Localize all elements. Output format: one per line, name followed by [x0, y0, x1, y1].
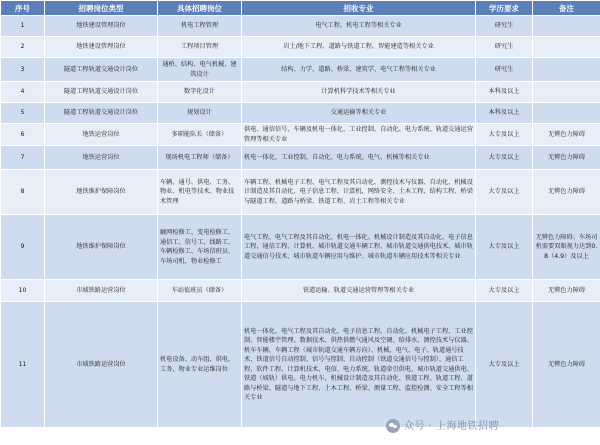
row-note — [533, 58, 600, 82]
row-type: 隧道工程轨道交通设计岗位 — [45, 103, 158, 124]
table-row — [1, 16, 600, 37]
row-note: 无辨色力障碍 — [533, 302, 600, 428]
header-type: 招聘岗位类型 — [45, 1, 158, 16]
row-major: 供电、通信信号、车辆及机电一体化、工业控制、自动化、电力系统、轨道交通运营管理等相关专业 — [242, 124, 476, 146]
row-edu: 大专及以上 — [476, 215, 533, 280]
header-note: 备注 — [533, 1, 600, 16]
row-edu: 本科及以上 — [476, 103, 533, 124]
row-no: 3 — [1, 58, 45, 82]
row-major: 交通运输等相关专业 — [242, 103, 476, 124]
row-note: 无辨色力障碍 — [533, 280, 600, 302]
row-no: 1 — [1, 16, 45, 37]
header-post: 具体招聘岗位 — [158, 1, 242, 16]
table-row — [1, 170, 600, 215]
row-note — [533, 103, 600, 124]
row-type: 地铁维护保障岗位 — [45, 170, 158, 215]
table-row — [1, 103, 600, 124]
row-post: 规划设计 — [158, 103, 242, 124]
row-major: 结构、力学、道路、桥梁、建筑学、电气工程等相关专业 — [242, 58, 476, 82]
row-type: 市域铁路运营岗位 — [45, 280, 158, 302]
row-no: 8 — [1, 170, 45, 215]
row-edu: 大专及以上 — [476, 124, 533, 146]
row-post: 车站值班员（储备） — [158, 280, 242, 302]
row-no: 7 — [1, 146, 45, 170]
table-row — [1, 302, 600, 428]
wechat-icon — [386, 419, 400, 433]
table-row — [1, 280, 600, 302]
table-header-row — [1, 1, 600, 16]
row-major: 机电一体化、工业控制、自动化、电力系统、电气、机械等相关专业 — [242, 146, 476, 170]
row-no: 9 — [1, 215, 45, 280]
header-no: 序号 — [1, 1, 45, 16]
row-post: 机电设备、动车组、供电、工务、物业专业运维岗位 — [158, 302, 242, 428]
row-note: 无辨色力障碍 — [533, 124, 600, 146]
row-edu: 研究生 — [476, 58, 533, 82]
row-no: 5 — [1, 103, 45, 124]
row-no: 4 — [1, 82, 45, 103]
row-major: 车辆工程、机械电子工程、电气工程及其自动化、测控技术与仪器、自动化、机械设计制造及其自动化、电子信息工程、计算机、网络安全、土木工程、结构工程、桥梁与隧道工程、道路与桥梁、铁道工程、岩土工程等相关专业 — [242, 170, 476, 215]
row-major: 电气工程、机电工程等相关专业 — [242, 16, 476, 37]
row-post: 车辆、通号、供电、工务、物业、机电等技术、物业技术管理 — [158, 170, 242, 215]
row-note — [533, 82, 600, 103]
table-row — [1, 37, 600, 58]
row-major: 电气工程、电气工程及其自动化、机电一体化、机械设计制造及其自动化、电子信息工程、通信工程、计算机、城市轨道交通车辆工程、城市轨道交通供电技术、城市轨道交通信号技术、城市轨道车辆应用与维护、城市轨道车辆应用技术等相关专业 — [242, 215, 476, 280]
row-no: 10 — [1, 280, 45, 302]
row-type: 地铁运营岗位 — [45, 124, 158, 146]
row-edu: 研究生 — [476, 16, 533, 37]
row-note: 无辨色力障碍 — [533, 170, 600, 215]
watermark-text: 众号 · 上海地铁招聘 — [404, 421, 500, 432]
header-major: 招收专业 — [242, 1, 476, 16]
row-type: 地铁运营岗位 — [45, 146, 158, 170]
row-post: 现场机电工程师（储备） — [158, 146, 242, 170]
watermark — [386, 417, 499, 433]
row-note — [533, 16, 600, 37]
row-edu: 大专及以上 — [476, 146, 533, 170]
row-type: 地铁维护保障岗位 — [45, 215, 158, 280]
row-type: 地铁建设管理岗位 — [45, 16, 158, 37]
row-type: 市域铁路运营岗位 — [45, 302, 158, 428]
table-row — [1, 82, 600, 103]
table-row — [1, 58, 600, 82]
row-no: 11 — [1, 302, 45, 428]
table-row — [1, 215, 600, 280]
row-type: 隧道工程轨道交通设计岗位 — [45, 82, 158, 103]
table-row — [1, 146, 600, 170]
row-major: 铁道运输、轨道交通运营管理等相关专业 — [242, 280, 476, 302]
row-major: 机电一体化、电气工程及其自动化、电子信息工程、自动化、机械电子工程、工业控制、智能楼宇管理、数据技术、供热供燃气通风及空调、给排水、测控技术与仪器、机车车辆、车辆工程（城市轨道交通车辆方向）、机械、电气、电子、轨道通号技术、铁道信号自动控制、信号与控制、自动控制（铁道交通信号与控制）、通信工程、软件工程、计算机技术、电信、电力系统、轨道牵引供电、城市轨道交通供电、铁道（城轨）供电、电力机车、机械设计制造及其自动化、铁道工程、轨道工程、道路与桥梁、隧道与地下工程、土木工程、桥梁、测量工程、监控检测、安全工程等相关专业 — [242, 302, 476, 428]
row-post: 机电工程管理 — [158, 16, 242, 37]
row-type: 地铁建设管理岗位 — [45, 37, 158, 58]
row-edu: 大专及以上 — [476, 302, 533, 428]
row-major: 岩土/地下工程、道路与铁道工程、智能建造等相关专业 — [242, 37, 476, 58]
row-note: 无辨色力障碍 — [533, 146, 600, 170]
row-edu: 大专及以上 — [476, 280, 533, 302]
row-edu: 大专及以上 — [476, 170, 533, 215]
table-row — [1, 124, 600, 146]
row-type: 隧道工程轨道交通设计岗位 — [45, 58, 158, 82]
row-no: 6 — [1, 124, 45, 146]
header-edu: 学历要求 — [476, 1, 533, 16]
row-no: 2 — [1, 37, 45, 58]
row-note: 无辨色力障碍；车场司机需要双眼视力达到0.8（4.9）及以上 — [533, 215, 600, 280]
row-edu: 本科及以上 — [476, 82, 533, 103]
row-post: 通桥、结构、电气机械、建筑设计 — [158, 58, 242, 82]
row-post: 工程项目管理 — [158, 37, 242, 58]
row-post: 多职能队长（储备） — [158, 124, 242, 146]
row-post: 数字化设计 — [158, 82, 242, 103]
row-note — [533, 37, 600, 58]
row-major: 计算机科学技术等相关专业 — [242, 82, 476, 103]
row-edu: 研究生 — [476, 37, 533, 58]
row-post: 触网检修工、变电检修工、通信工、信号工、线路工、车辆检修工、车场信班员、车场司机、物业检修工 — [158, 215, 242, 280]
